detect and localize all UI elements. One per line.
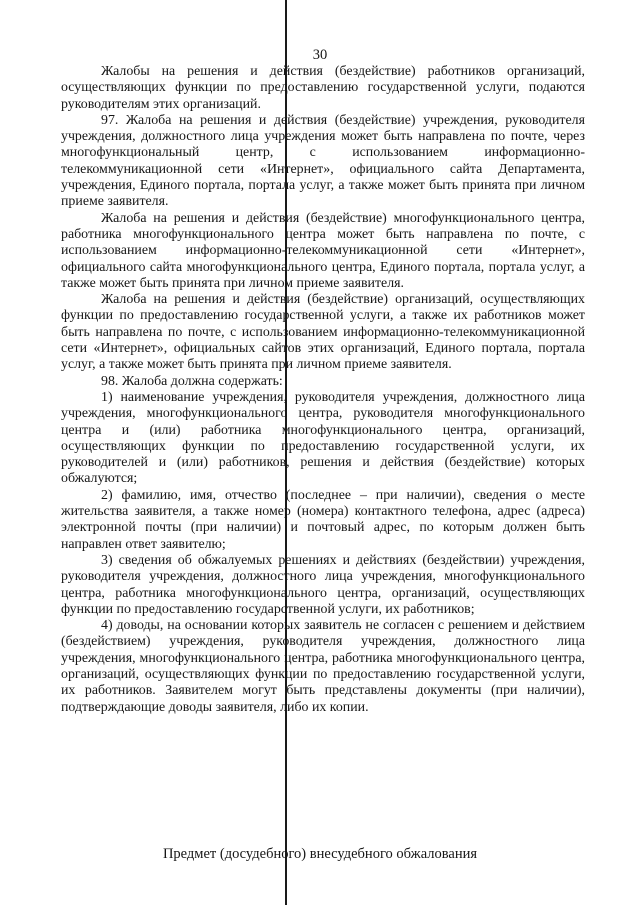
section-heading: Предмет (досудебного) внесудебного обжалования — [162, 846, 478, 862]
paragraph-98: 98. Жалоба должна содержать: — [101, 373, 283, 389]
list-item-2: 2) фамилию, имя, отчество (последнее – при наличии), сведения о месте жительства заявителя, а также номер (номера) контактного телефона, адрес (адреса) электронной почты (при наличии) и почтовый адрес, по которым должен быть направлен ответ заявителю; — [61, 487, 585, 552]
list-item-3: 3) сведения об обжалуемых решениях и действиях (бездействии) учреждения, руководителя учреждения, должностного лица учреждения, многофункционального центра, работника многофункционального центра, организаций, осуществляющих функции по предоставлению государственной услуги, их работников; — [61, 552, 585, 617]
paragraph-organizations-complaint: Жалоба на решения и действия (бездействие) организаций, осуществляющих функции по предоставлению государственной услуги, а также их работников может быть направлена по почте, с использованием информационно-телекоммуникационной сети «Интернет», официальных сайтов этих организаций, Единого портала, портала услуг, а также может быть принята при личном приеме заявителя. — [61, 292, 585, 373]
document-body — [61, 64, 585, 716]
page-number: 30 — [312, 47, 328, 63]
paragraph-97: 97. Жалоба на решения и действия (бездействие) учреждения, руководителя учреждения, должностного лица учреждения может быть направлена по почте, через многофункциональный центр, с использованием информационно-телекоммуникационной сети «Интернет», официального сайта Департамента, учреждения, Единого портала, портала услуг, а также может быть принята при личном приеме заявителя. — [61, 112, 585, 210]
paragraph-mfc-complaint: Жалоба на решения и действия (бездействие) многофункционального центра, работника многофункционального центра может быть направлена по почте, с использованием информационно-телекоммуникационной сети «Интернет», официального сайта многофункционального центра, Единого портала, портала услуг, а также может быть принята при личном приеме заявителя. — [61, 210, 585, 291]
paragraph-complaints-organizations: Жалобы на решения и действия (бездействие) работников организаций, осуществляющих функции по предоставлению государственной услуги, подаются руководителям этих организаций. — [61, 64, 585, 112]
list-item-4: 4) доводы, на основании которых заявитель не согласен с решением и действием (бездействием) учреждения, руководителя учреждения, должностного лица учреждения, многофункционального центра, работника многофункционального центра, организаций, осуществляющих функции по предоставлению государственной услуги, их работников. Заявителем могут быть представлены документы (при наличии), подтверждающие доводы заявителя, либо их копии. — [61, 618, 585, 715]
list-item-1: 1) наименование учреждения, руководителя учреждения, должностного лица учреждения, многофункционального центра, руководителя многофункционального центра и (или) работника многофункционального центра, организаций, осуществляющих функции по предоставлению государственной услуги, их руководителей и (или) работников, решения и действия (бездействие) которых обжалуются; — [61, 389, 585, 487]
